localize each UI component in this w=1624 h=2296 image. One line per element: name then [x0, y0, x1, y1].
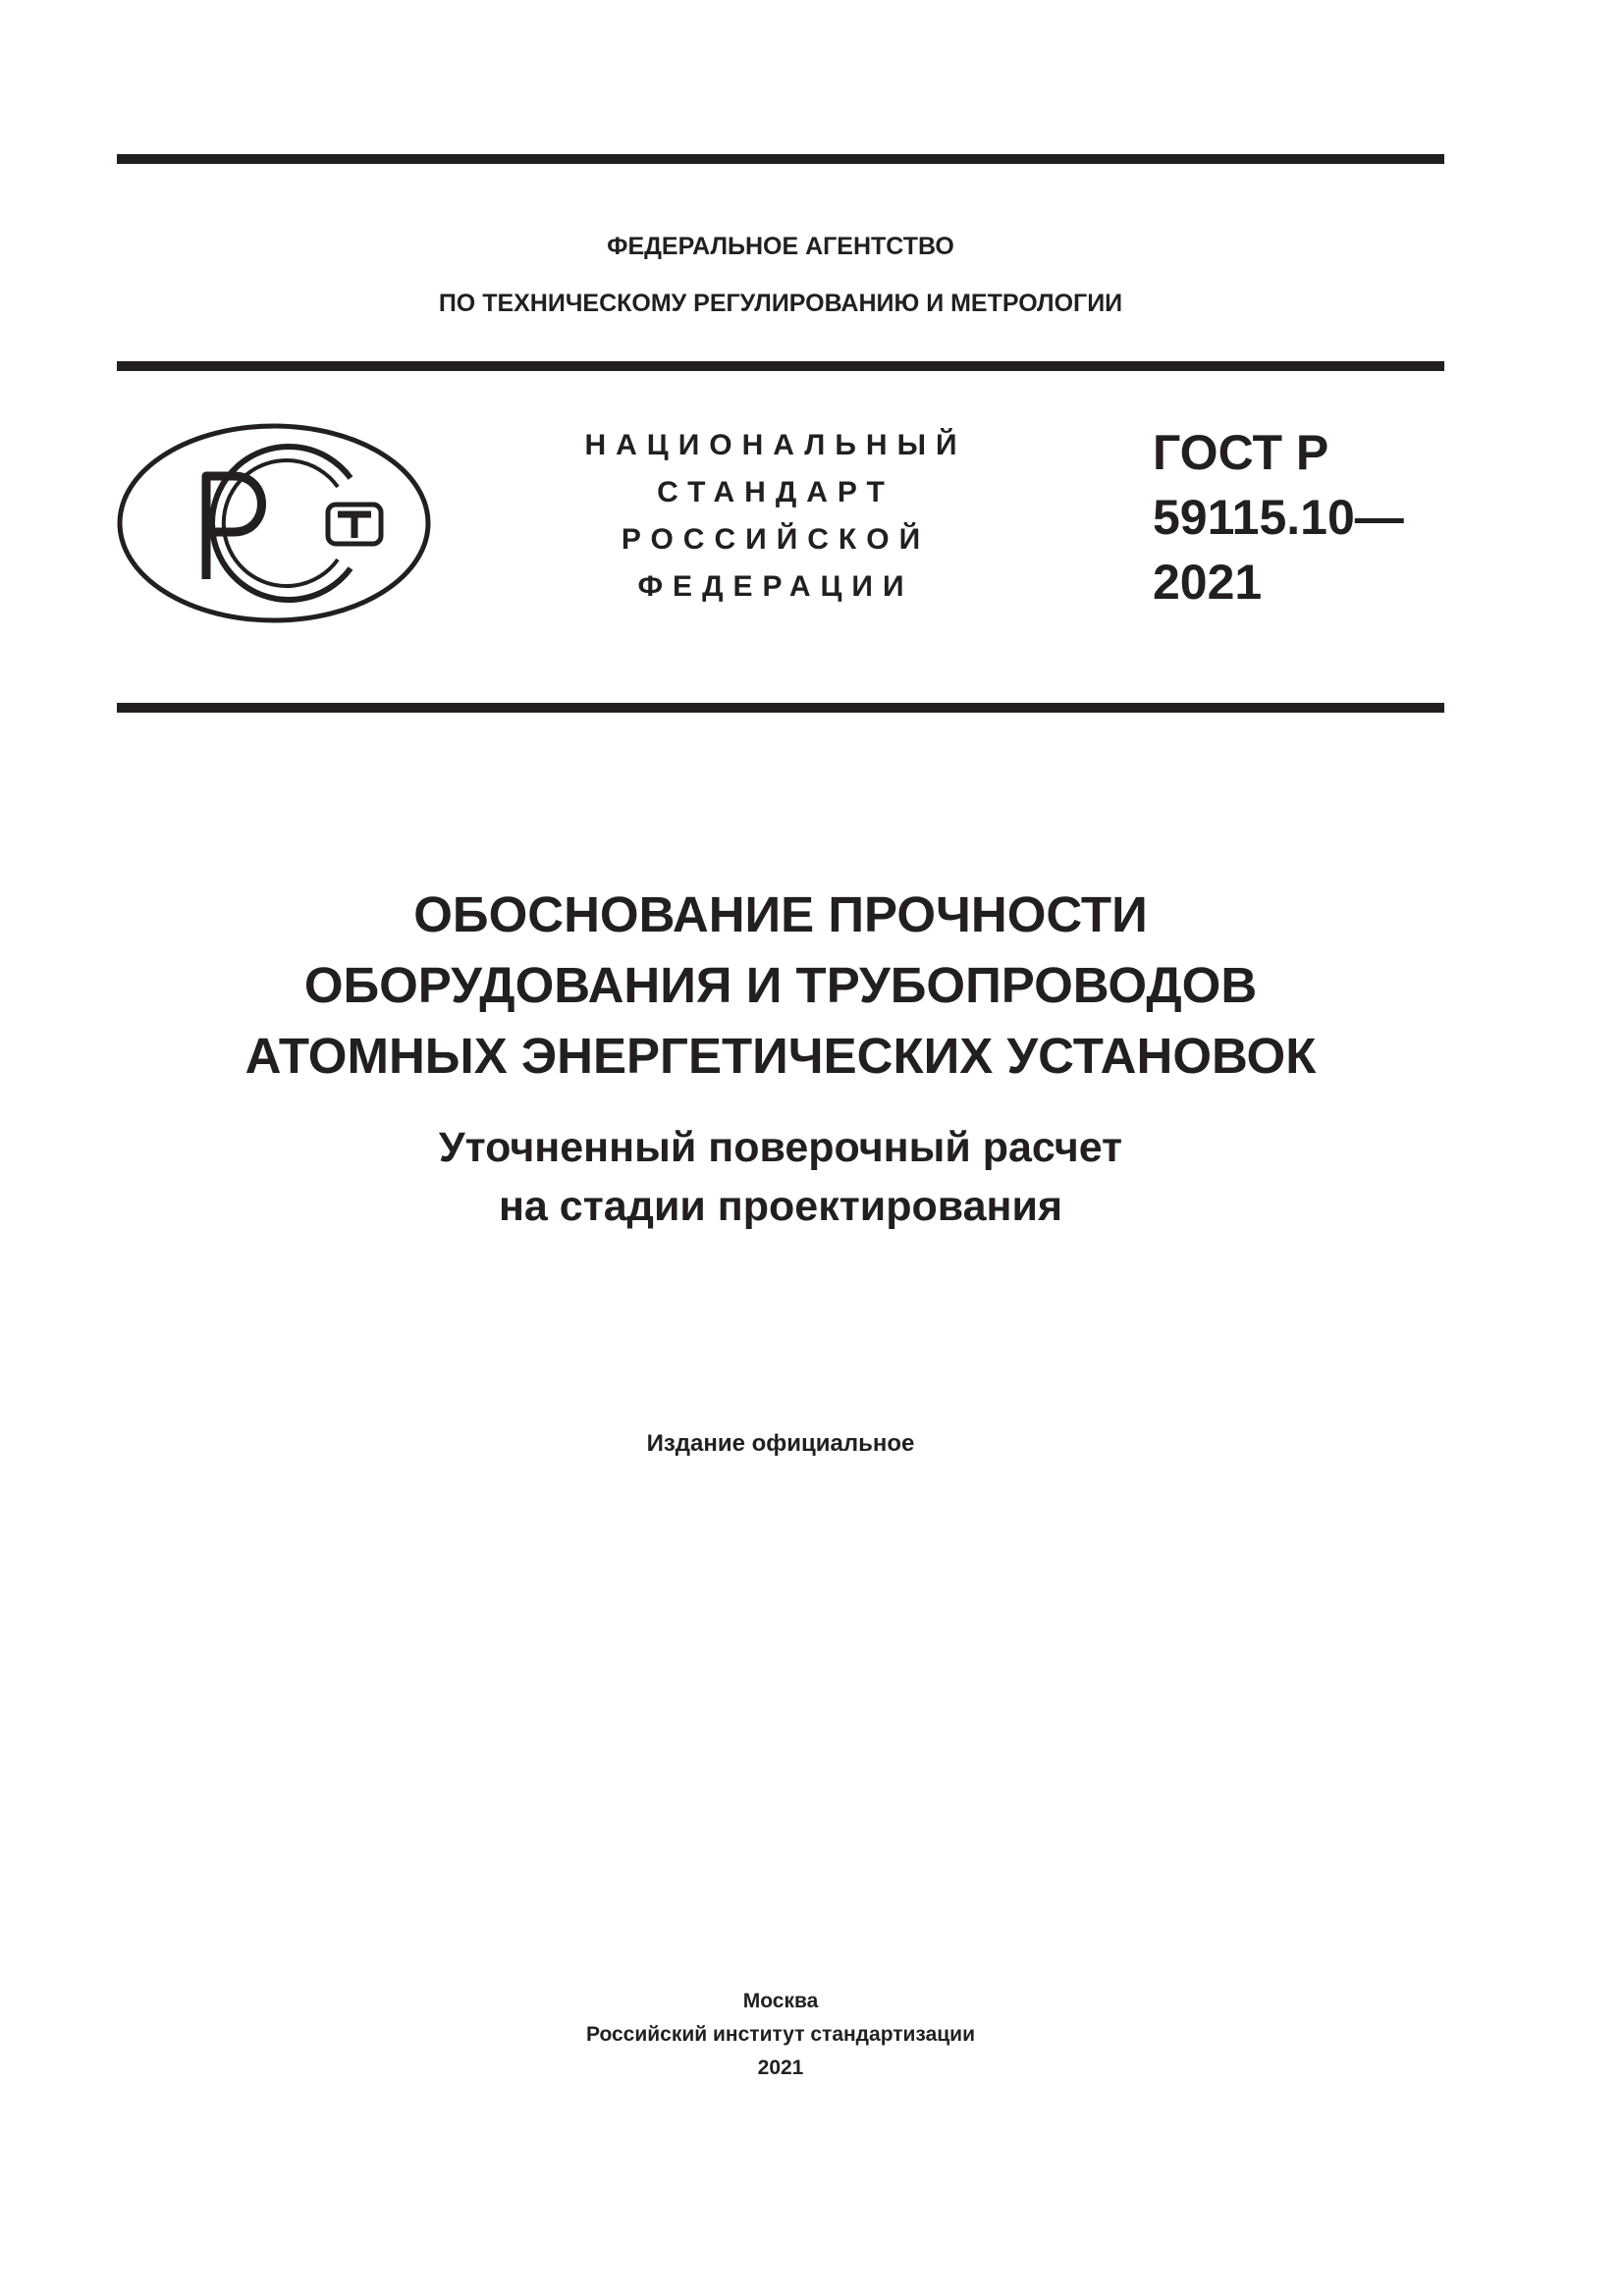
- standard-type-line-2: СТАНДАРТ: [657, 476, 894, 508]
- document-subtitle: [117, 1118, 1444, 1236]
- publisher-year: 2021: [757, 2056, 804, 2079]
- title-line-1: ОБОСНОВАНИЕ ПРОЧНОСТИ: [413, 886, 1148, 942]
- subtitle-line-1: Уточненный поверочный расчет: [438, 1124, 1123, 1171]
- agency-name: [117, 218, 1444, 332]
- document-title: [117, 880, 1444, 1092]
- standard-type-line-1: НАЦИОНАЛЬНЫЙ: [584, 429, 967, 461]
- standard-designation: [1153, 420, 1404, 614]
- header-bottom-rule: [117, 703, 1444, 713]
- rst-certification-mark-icon: [116, 422, 432, 624]
- designation-line-2: 59115.10—: [1153, 490, 1404, 545]
- publisher-institute: Российский институт стандартизации: [585, 2023, 976, 2046]
- edition-note: Издание официальное: [646, 1430, 915, 1457]
- agency-line-1: ФЕДЕРАЛЬНОЕ АГЕНТСТВО: [607, 233, 954, 260]
- designation-line-3: 2021: [1153, 555, 1263, 610]
- title-line-2: ОБОРУДОВАНИЯ И ТРУБОПРОВОДОВ: [303, 957, 1258, 1013]
- publisher-block: [117, 1985, 1444, 2085]
- top-rule: [117, 154, 1444, 164]
- standard-type-line-4: ФЕДЕРАЦИИ: [637, 570, 914, 603]
- designation-line-1: ГОСТ Р: [1153, 425, 1329, 480]
- subtitle-line-2: на стадии проектирования: [498, 1183, 1063, 1230]
- publisher-city: Москва: [742, 1990, 819, 2012]
- agency-line-2: ПО ТЕХНИЧЕСКОМУ РЕГУЛИРОВАНИЮ И МЕТРОЛОГИИ: [438, 290, 1123, 317]
- standard-type-line-3: РОССИЙСКОЙ: [621, 523, 931, 556]
- agency-bottom-rule: [117, 361, 1444, 371]
- title-line-3: АТОМНЫХ ЭНЕРГЕТИЧЕСКИХ УСТАНОВОК: [244, 1028, 1317, 1084]
- standard-type: [550, 422, 1001, 611]
